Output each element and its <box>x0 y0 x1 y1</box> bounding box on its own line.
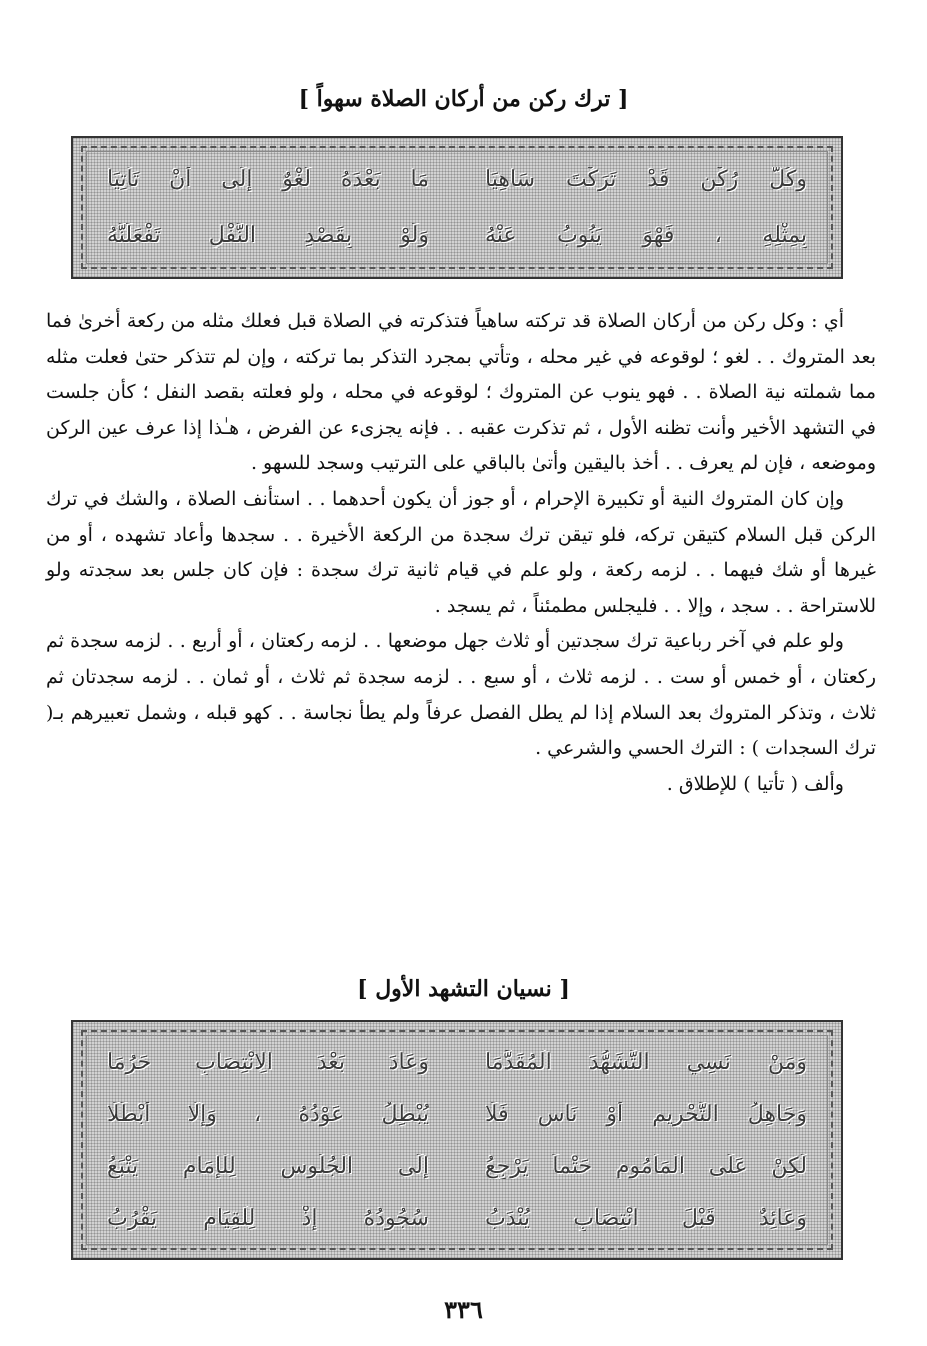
commentary-paragraph: ولو علم في آخر رباعية ترك سجدتين أو ثلاث جهل موضعها . . لزمه ركعتان ، أو أربع . . لزمه سجدة ثم ركعتان ، أو خمس أو ست . . لزمه ثلاث ، أو سبع . . لزمه سجدة ثم ثلاث ، أو ثمان . . لزمه سجدتان ثم ثلاث ، وتذكر المتروك بعد السلام إذا لم يطل الفصل عرفاً ولم يطأ نجاسة . . كهو قبله ، وشمل تعبيرهم بـ( ترك السجدات ) : الترك الحسي والشرعي . <box>46 630 876 760</box>
page-number: ٣٣٦ <box>444 1295 483 1324</box>
section-heading: [ ترك ركن من أركان الصلاة سهواً ] <box>298 86 629 112</box>
verse-first-hemistich: وَجَاهِلُ التَّحْرِيمِ أَوْ نَاسٍ فَلَا <box>485 1101 807 1127</box>
commentary-paragraph: وإن كان المتروك النية أو تكبيرة الإحرام ، أو جوز أن يكون أحدهما . . استأنف الصلاة ، والشك في ترك الركن قبل السلام كتيقن تركه، فلو تيقن ترك سجدة من الركعة الأخيرة . . سجدها وأعاد تشهده ، أو من غيرها أو شك فيهما . . لزمه ركعة ، ولو علم في قيام ثانية ترك سجدة : فإن كان جلس بعد سجدته ولو للاستراحة . . سجد ، وإلا . . فليجلس مطمئناً ، ثم يسجد . <box>46 487 876 617</box>
poem-frame-inner <box>81 1030 833 1250</box>
poem-frame-inner <box>81 146 833 269</box>
verse-first-hemistich: وَعَائِدٌ قَبْلَ انْتِصَابٍ يُنْدَبُ <box>485 1205 807 1231</box>
verse-line <box>107 1050 807 1075</box>
verse-line <box>107 223 807 248</box>
verse-first-hemistich: وَمَنْ نَسِي التَّشَهُّدَ الْمُقَدَّمَا <box>485 1049 807 1075</box>
verse-second-hemistich: إِلَى الْجُلُوسِ لِلْإِمَامِ يَتْبَعُ <box>107 1153 429 1179</box>
verse-second-hemistich: يُبْطِلُ عَوْدُهُ ، وَإِلَّا أَبْطَلَا <box>107 1101 429 1127</box>
verse-second-hemistich: وَعَادَ بَعْدَ الِانْتِصَابِ حَرُمَا <box>107 1049 429 1075</box>
poem-frame <box>71 1020 843 1260</box>
commentary-text <box>46 304 876 802</box>
verse-line <box>107 167 807 192</box>
verse-first-hemistich: لَكِنْ عَلَى الْمَأْمُومِ حَتْماً يَرْجِعُ <box>485 1153 807 1179</box>
verse-line <box>107 1154 807 1179</box>
verse-line <box>107 1206 807 1231</box>
verse-first-hemistich: بِمِثْلِهِ ، فَهْوَ يَنُوبُ عَنْهُ <box>485 222 807 248</box>
poem-frame <box>71 136 843 279</box>
verse-second-hemistich: سُجُودُهُ إِذْ لِلْقِيَامِ يَقْرُبُ <box>107 1205 429 1231</box>
verse-first-hemistich: وكُلُّ رُكْنٍ قَدْ تَرَكْتَ سَاهِيَا <box>485 167 807 193</box>
verse-second-hemistich: مَا بَعْدَهُ لَغْوٌ إِلَى أَنْ تَأْتِيَا <box>107 167 429 193</box>
commentary-paragraph: أي : وكل ركن من أركان الصلاة قد تركته ساهياً فتذكرته في الصلاة قبل فعلك مثله من ركعة أخرىٰ فما بعد المتروك . . لغو ؛ لوقوعه في غير محله ، وتأتي بمجرد التذكر بما تركته ، وإن لم تتذكر حتىٰ فعلت مثله مما شملته نية الصلاة . . فهو ينوب عن المتروك ؛ لوقوعه في محله ، ولو فعلته بقصد النفل ؛ كأن جلست في التشهد الأخير وأنت تظنه الأول ، ثم تذكرت عقبه . . فإنه يجزىء عن الفرض ، هـٰذا إذا عرف عين الركن وموضعه ، فإن لم يعرف . . أخذ باليقين وأتىٰ بالباقي على الترتيب وسجد للسهو . <box>46 310 876 475</box>
verse-second-hemistich: وَلَوْ بِقَصْدِ النَّفْلِ تَفْعَلَنَّهُ <box>107 222 429 248</box>
commentary-paragraph: وألف ( تأتيا ) للإطلاق . <box>666 772 844 795</box>
verse-line <box>107 1102 807 1127</box>
section-heading: [ نسيان التشهد الأول ] <box>357 976 570 1002</box>
